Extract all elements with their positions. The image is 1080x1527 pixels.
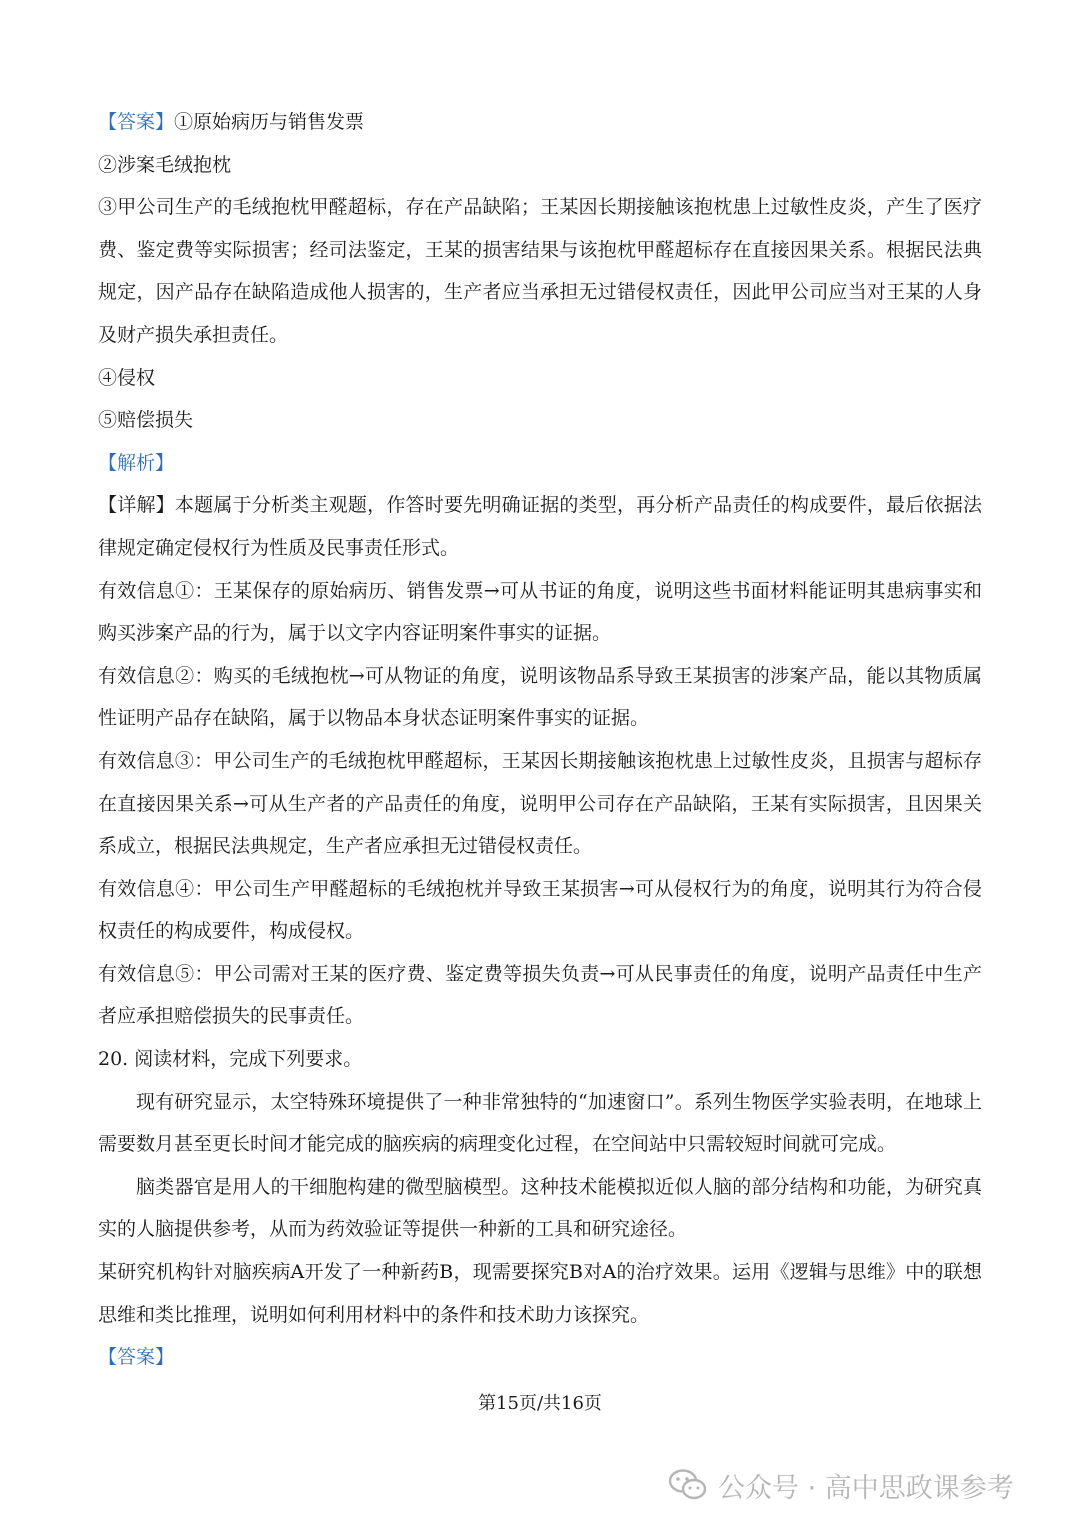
info-3: 有效信息③：甲公司生产的毛绒抱枕甲醛超标，王某因长期接触该抱枕患上过敏性皮炎，且损害与超标存在直接因果关系→可从生产者的产品责任的角度，说明甲公司存在产品缺陷，王某有实际损害，且因果关系成立，根据民法典规定，生产者应承担无过错侵权责任。 [98, 749, 982, 858]
detail-text: 本题属于分析类主观题，作答时要先明确证据的类型，再分析产品责任的构成要件，最后依据法律规定确定侵权行为性质及民事责任形式。 [98, 494, 982, 559]
question-20-title: 20. 阅读材料，完成下列要求。 [98, 1048, 363, 1071]
info-2: 有效信息②：购买的毛绒抱枕→可从物证的角度，说明该物品系导致王某损害的涉案产品，能以其物质属性证明产品存在缺陷，属于以物品本身状态证明案件事实的证据。 [98, 664, 982, 730]
question-20-task: 某研究机构针对脑疾病A开发了一种新药B，现需要探究B对A的治疗效果。运用《逻辑与思维》中的联想思维和类比推理，说明如何利用材料中的条件和技术助力该探究。 [98, 1261, 982, 1326]
info-5: 有效信息⑤：甲公司需对王某的医疗费、鉴定费等损失负责→可从民事责任的角度，说明产品责任中生产者应承担赔偿损失的民事责任。 [98, 962, 982, 1028]
answer-label: 【答案】 [98, 111, 175, 133]
answer-item-4: ④侵权 [98, 366, 156, 389]
info-1: 有效信息①：王某保存的原始病历、销售发票→可从书证的角度，说明这些书面材料能证明其患病事实和购买涉案产品的行为，属于以文字内容证明案件事实的证据。 [98, 579, 982, 645]
question-20-material-1: 现有研究显示，太空特殊环境提供了一种非常独特的“加速窗口”。系列生物医学实验表明，在地球上需要数月甚至更长时间才能完成的脑疾病的病理变化过程，在空间站中只需较短时间就可完成。 [98, 1090, 982, 1156]
info-4: 有效信息④：甲公司生产甲醛超标的毛绒抱枕并导致王某损害→可从侵权行为的角度，说明其行为符合侵权责任的构成要件，构成侵权。 [98, 877, 982, 943]
page-number: 第15页/共16页 [478, 1393, 602, 1414]
document-body [98, 101, 982, 1379]
answer-line-1 [98, 101, 982, 144]
answer-item-2: ②涉案毛绒抱枕 [98, 153, 232, 176]
answer-label-2: 【答案】 [98, 1346, 175, 1369]
answer-item-5: ⑤赔偿损失 [98, 409, 194, 432]
detail-paragraph [98, 484, 982, 569]
watermark [668, 1462, 1014, 1508]
analysis-label: 【解析】 [98, 451, 175, 474]
answer-item-3: ③甲公司生产的毛绒抱枕甲醛超标，存在产品缺陷；王某因长期接触该抱枕患上过敏性皮炎，产生了医疗费、鉴定费等实际损害；经司法鉴定，王某的损害结果与该抱枕甲醛超标存在直接因果关系。根据民法典规定，因产品存在缺陷造成他人损害的，生产者应当承担无过错侵权责任，因此甲公司应当对王某的人身及财产损失承担责任。 [98, 196, 982, 346]
detail-label: 【详解】 [98, 494, 175, 517]
question-20-material-2: 脑类器官是用人的干细胞构建的微型脑模型。这种技术能模拟近似人脑的部分结构和功能，为研究真实的人脑提供参考，从而为药效验证等提供一种新的工具和研究途径。 [98, 1175, 982, 1241]
watermark-text: 公众号 · 高中思政课参考 [718, 1472, 1014, 1504]
wechat-icon [668, 1468, 708, 1502]
answer-item-1: ①原始病历与销售发票 [174, 111, 365, 133]
